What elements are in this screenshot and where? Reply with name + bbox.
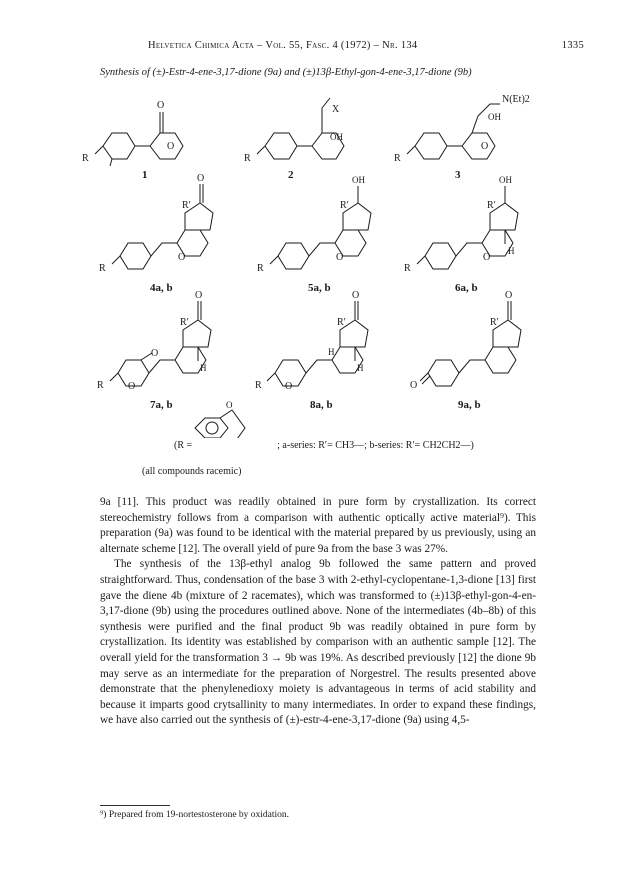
- atom-label: R: [244, 153, 251, 164]
- atom-label: O: [483, 252, 491, 263]
- atom-label: R: [394, 153, 401, 164]
- atom-label: R′: [337, 317, 346, 328]
- compound-label-1: 1: [142, 169, 148, 181]
- atom-label: O: [178, 252, 186, 263]
- legend-series: ; a-series: R′= CH3—; b-series: R′= CH2CH2—): [277, 440, 474, 451]
- atom-label: O: [167, 141, 175, 152]
- atom-label: O: [151, 348, 159, 359]
- atom-label: R: [257, 263, 264, 274]
- atom-label: R′: [487, 200, 496, 211]
- atom-label: O: [197, 173, 205, 184]
- compound-label-6: 6a, b: [455, 282, 478, 294]
- structure-2: [244, 98, 344, 181]
- atom-label: X: [332, 104, 340, 115]
- compound-label-7: 7a, b: [150, 399, 173, 411]
- footnote-text: Prepared from 19-nortestosterone by oxidation.: [108, 810, 290, 820]
- compound-label-9: 9a, b: [458, 399, 481, 411]
- atom-label: R′: [180, 317, 189, 328]
- structure-3: [394, 94, 530, 181]
- atom-label: O: [128, 381, 136, 392]
- structure-8: [255, 290, 368, 411]
- atom-label: O: [157, 100, 165, 111]
- structure-5: [257, 175, 371, 294]
- racemic-note: (all compounds racemic): [142, 466, 242, 477]
- compound-label-4: 4a, b: [150, 282, 173, 294]
- atom-label: O: [226, 400, 233, 410]
- structure-1: [82, 100, 183, 181]
- body-text: [100, 495, 536, 729]
- atom-label: OH: [499, 175, 512, 185]
- structure-7: [97, 290, 211, 411]
- footnote-rule: [100, 805, 170, 806]
- footnote: [100, 810, 536, 820]
- atom-label: R: [404, 263, 411, 274]
- structure-4: [99, 173, 213, 294]
- atom-label: O: [481, 141, 489, 152]
- atom-label: R′: [490, 317, 499, 328]
- compound-label-3: 3: [455, 169, 461, 181]
- atom-label: R: [82, 153, 89, 164]
- atom-label: O: [336, 252, 344, 263]
- figure-legend: [174, 440, 474, 451]
- running-header: [148, 40, 584, 51]
- atom-label: R: [97, 380, 104, 391]
- atom-label: R: [99, 263, 106, 274]
- atom-label: OH: [330, 132, 343, 142]
- compound-label-2: 2: [288, 169, 294, 181]
- atom-label: R′: [182, 200, 191, 211]
- structure-9: [410, 290, 521, 411]
- atom-label: OH: [488, 112, 501, 122]
- atom-label: R: [255, 380, 262, 391]
- atom-label: O: [505, 290, 513, 301]
- atom-label: H: [200, 363, 207, 373]
- footnote-marker: ⁹): [100, 810, 107, 820]
- atom-label: H: [328, 347, 335, 357]
- structure-6: [404, 175, 518, 294]
- figure-title: Synthesis of (±)-Estr-4-ene-3,17-dione (9a) and (±)13β-Ethyl-gon-4-ene-3,17-dione (9b): [100, 67, 472, 78]
- legend-prefix: (R =: [174, 440, 193, 451]
- page-number: 1335: [561, 40, 584, 51]
- atom-label: H: [357, 363, 364, 373]
- compound-label-8: 8a, b: [310, 399, 333, 411]
- atom-label: O: [410, 380, 418, 391]
- atom-label: O: [285, 381, 293, 392]
- atom-label: O: [195, 290, 203, 301]
- atom-label: OH: [352, 175, 365, 185]
- atom-label: R′: [340, 200, 349, 211]
- atom-label: H: [508, 246, 515, 256]
- compound-label-5: 5a, b: [308, 282, 331, 294]
- paragraph: The synthesis of the 13β-ethyl analog 9b followed the same pattern and proved straightforward. Thus, condensation of the base 3 with 2-ethyl-cyclopentane-1,3-dione [13] first gave the diene 4b (mixture of 2 racemates), which was transformed to (±)13β-ethyl-gon-4-en-3,17-dione (9b) using the procedures outlined above. None of the intermediates (4b–8b) of this synthesis were purified and the final product 9b was readily obtained in pure form by crystallization. Its identity was established by comparison with an authentic sample [12]. The overall yield for the transformation 3 → 9b was 19%. As described previously [12] the dione 9b may serve as an intermediate for the preparation of Norgestrel. The results presented above demonstrate that the phenylenedioxy moiety is advantageous in terms of acid stability and because it imparts good crytsallinity to many intermediates. In order to expand these findings, we have also carried out the synthesis of (±)-estr-4-ene-3,17-dione (9a) using 4,5-: [100, 558, 536, 727]
- phenylenedioxy-structure: [195, 400, 245, 438]
- paragraph: 9a [11]. This product was readily obtained in pure form by crystallization. Its correct stereochemistry follows from a comparison with authentic optically active material⁹). This preparation (9a) was found to be identical with the material prepared by us previously, using an alternate scheme [12]. The overall yield of pure 9a from the base 3 was 27%.: [100, 496, 536, 555]
- atom-label: O: [352, 290, 360, 301]
- atom-label: N(Et)2: [502, 94, 530, 105]
- reaction-scheme: [0, 88, 624, 438]
- journal-running-title: Helvetica Chimica Acta – Vol. 55, Fasc. 4 (1972) – Nr. 134: [148, 40, 418, 51]
